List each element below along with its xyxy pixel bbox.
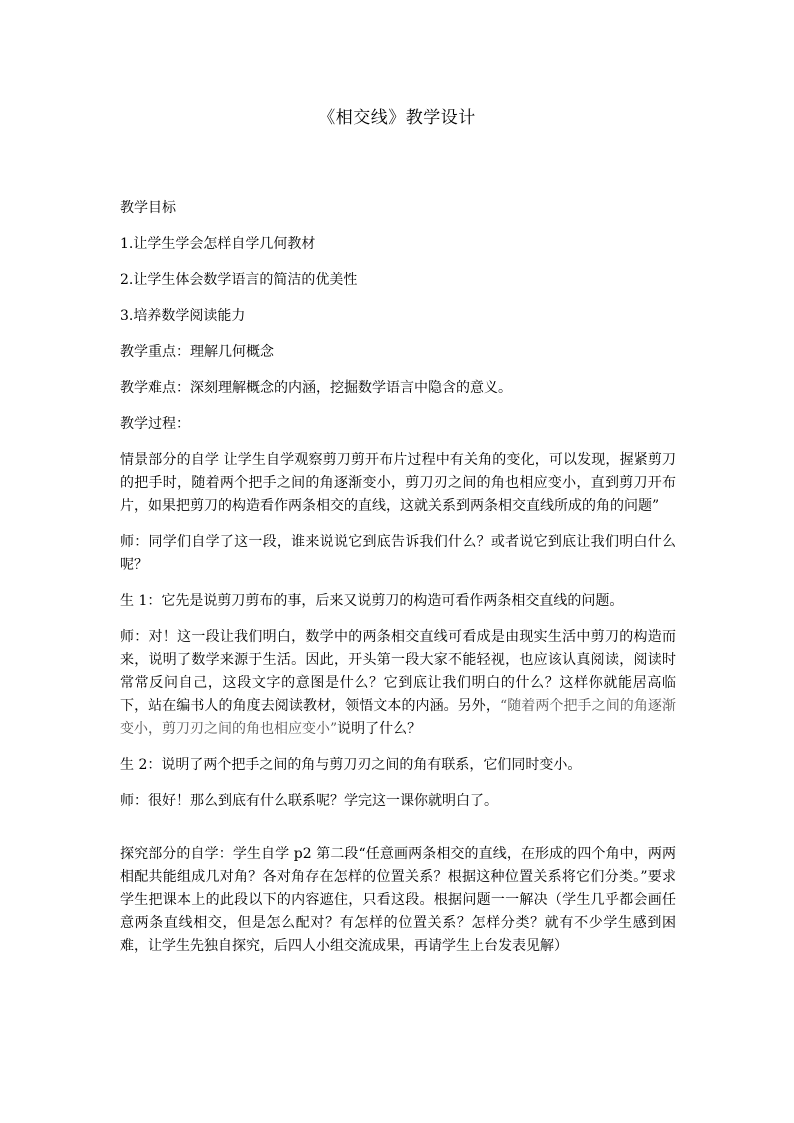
objectives-heading: 教学目标	[120, 200, 176, 216]
teacher-line-2-main: 师：对！这一段让我们明白，数学中的两条相交直线可看成是由现实生活中剪刀的构造而来，说明了数学来源于生活。因此，开头第一段大家不能轻视，也应该认真阅读，阅读时常常反问自己，这段文字的意图是什么？它到底让我们明白的什么？这样你就能居高临下，站在编书人的角度去阅读教材，领悟文本的内涵。另外，	[120, 629, 676, 714]
document-body	[120, 197, 676, 971]
objective-item: 2.让学生体会数学语言的简洁的优美性	[120, 272, 358, 288]
process-heading: 教学过程：	[120, 416, 190, 432]
objective-item: 1.让学生学会怎样自学几何教材	[120, 236, 316, 252]
document-title: 《相交线》教学设计	[318, 108, 476, 128]
student-line-2: 生 2：说明了两个把手之间的角与剪刀刃之间的角有联系，它们同时变小。	[120, 757, 582, 773]
student-line-1: 生 1：它先是说剪刀剪布的事，后来又说剪刀的构造可看作两条相交直线的问题。	[120, 593, 624, 609]
difficulty: 教学难点：深刻理解概念的内涵，挖掘数学语言中隐含的意义。	[120, 380, 512, 396]
teacher-line-2	[120, 626, 676, 741]
teacher-line-2-end: 说明了什么？	[337, 721, 422, 737]
objective-item: 3.培养数学阅读能力	[120, 308, 246, 324]
teacher-line-2-quote: “随着两个把手之间的角逐渐变小，剪刀刃之间的角也相应变小”	[120, 698, 676, 737]
scene-paragraph: 情景部分的自学 让学生自学观察剪刀剪开布片过程中有关角的变化，可以发现，握紧剪刀的把手时，随着两个把手之间的角逐渐变小，剪刀刃之间的角也相应变小，直到剪刀开布片，如果把剪刀的构造看作两条相交的直线，这就关系到两条相交直线所成的角的问题”	[120, 452, 676, 514]
key-point: 教学重点：理解几何概念	[120, 344, 274, 360]
teacher-line-3: 师：很好！那么到底有什么联系呢？学完这一课你就明白了。	[120, 793, 498, 809]
explore-paragraph: 探究部分的自学：学生自学 p2 第二段“任意画两条相交的直线，在形成的四个角中，两两相配共能组成几对角？各对角存在怎样的位置关系？根据这种位置关系将它们分类。”要求学生把课本上的此段以下的内容遮住，只看这段。根据问题一一解决（学生几乎都会画任意两条直线相交，但是怎么配对？有怎样的位置关系？怎样分类？就有不少学生感到困难，让学生先独自探究，后四人小组交流成果，再请学生上台发表见解）	[120, 846, 676, 954]
teacher-line-1: 师：同学们自学了这一段，谁来说说它到底告诉我们什么？或者说它到底让我们明白什么呢？	[120, 534, 676, 573]
